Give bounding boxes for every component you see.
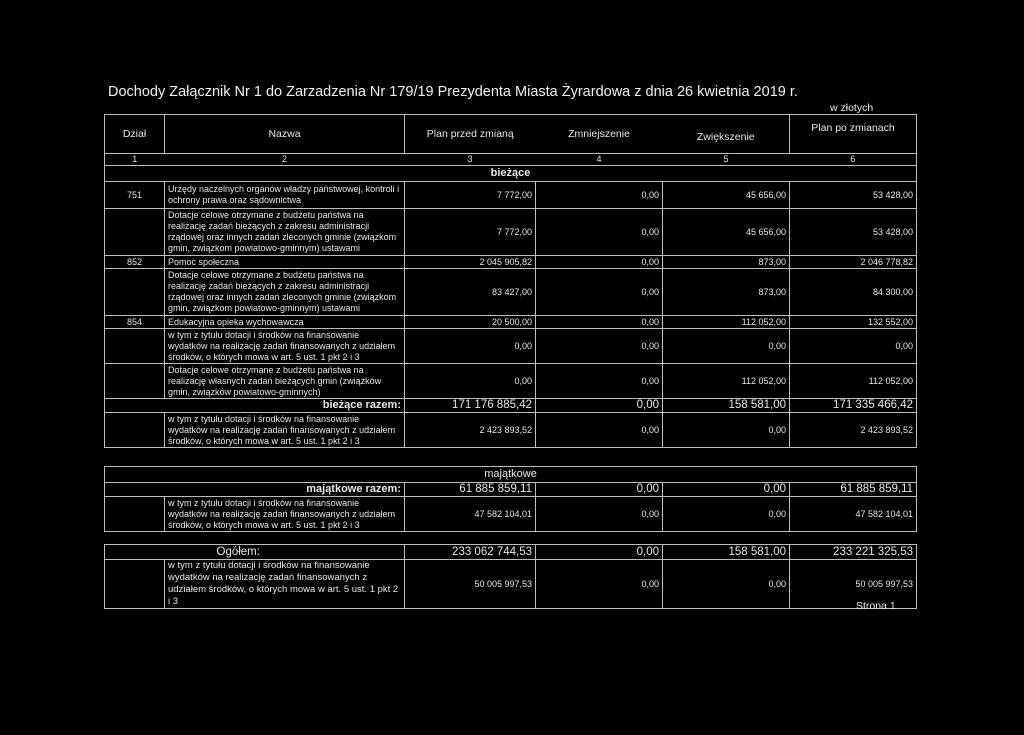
cell-plan-przed: 7 772,00: [405, 209, 536, 256]
cell-zmniejszenie: 0,00: [536, 364, 663, 399]
current-total-sub-row: [105, 413, 917, 448]
grand-total-sub-zwiekszenie: 0,00: [663, 560, 790, 609]
cell-zmniejszenie: 0,00: [536, 269, 663, 316]
cell-nazwa: Pomoc społeczna: [165, 256, 405, 269]
header-row: [105, 115, 917, 154]
cell-zwiekszenie: 112 052,00: [663, 364, 790, 399]
cell-plan-po: 84 300,00: [790, 269, 917, 316]
cell-plan-po: 0,00: [790, 329, 917, 364]
cell-dzial: [105, 209, 165, 256]
cell-nazwa: Dotacje celowe otrzymane z budżetu państwa na realizację własnych zadań bieżących gmin (związków gmin, związków powiatowo-gminnych): [165, 364, 405, 399]
table-row: [105, 364, 917, 399]
grand-total-zwiekszenie: 158 581,00: [663, 545, 790, 560]
table-row: [105, 316, 917, 329]
colnum-2: 2: [165, 154, 405, 166]
cell-zwiekszenie: 45 656,00: [663, 182, 790, 209]
current-total-sub-zwiekszenie: 0,00: [663, 413, 790, 448]
header-plan-po: Plan po zmianach: [790, 115, 917, 154]
cell-zwiekszenie: 112 052,00: [663, 316, 790, 329]
cell-zmniejszenie: 0,00: [536, 329, 663, 364]
header-zmniejszenie: Zmniejszenie: [536, 115, 663, 154]
colnum-4: 4: [536, 154, 663, 166]
cell-zwiekszenie: 45 656,00: [663, 209, 790, 256]
cell-dzial: 751: [105, 182, 165, 209]
column-numbers-row: [105, 154, 917, 166]
empty-cell: [105, 413, 165, 448]
cell-zwiekszenie: 873,00: [663, 256, 790, 269]
cell-plan-przed: 7 772,00: [405, 182, 536, 209]
property-total-plan-po: 61 885 859,11: [790, 483, 917, 497]
property-total-zwiekszenie: 0,00: [663, 483, 790, 497]
grand-total-sub-zmniejszenie: 0,00: [536, 560, 663, 609]
current-total-label: bieżące razem:: [105, 399, 405, 413]
cell-nazwa: Urzędy naczelnych organów władzy państwowej, kontroli i ochrony prawa oraz sądownictwa: [165, 182, 405, 209]
table-row: [105, 182, 917, 209]
grand-total-plan-przed: 233 062 744,53: [405, 545, 536, 560]
empty-cell: [105, 545, 165, 560]
grand-total-zmniejszenie: 0,00: [536, 545, 663, 560]
grand-total-table: [104, 544, 917, 609]
currency-unit-label: w złotych: [830, 102, 874, 114]
grand-total-sub-row: [105, 560, 917, 609]
header-nazwa: Nazwa: [165, 115, 405, 154]
current-total-plan-po: 171 335 466,42: [790, 399, 917, 413]
table-row: [105, 209, 917, 256]
cell-dzial: 854: [105, 316, 165, 329]
cell-nazwa: Dotacje celowe otrzymane z budżetu państwa na realizację zadań bieżących z zakresu administracji rządowej oraz innych zadań zleconych gminie (związkom gmin, związkom powiatowo-gminnym) ustawami: [165, 209, 405, 256]
grand-total-row: [105, 545, 917, 560]
cell-plan-przed: 20 500,00: [405, 316, 536, 329]
current-total-sub-zmniejszenie: 0,00: [536, 413, 663, 448]
grand-total-label: Ogółem:: [165, 545, 405, 560]
grand-total-sub-plan-po: 50 005 997,53: [790, 560, 917, 609]
current-total-zmniejszenie: 0,00: [536, 399, 663, 413]
cell-plan-po: 53 428,00: [790, 209, 917, 256]
property-total-sub-zwiekszenie: 0,00: [663, 497, 790, 532]
cell-plan-po: 112 052,00: [790, 364, 917, 399]
current-total-plan-przed: 171 176 885,42: [405, 399, 536, 413]
property-table: [104, 466, 917, 532]
cell-nazwa: Edukacyjna opieka wychowawcza: [165, 316, 405, 329]
cell-zmniejszenie: 0,00: [536, 182, 663, 209]
colnum-1: 1: [105, 154, 165, 166]
property-total-row: [105, 483, 917, 497]
current-total-sub-plan-po: 2 423 893,52: [790, 413, 917, 448]
current-total-sub-plan-przed: 2 423 893,52: [405, 413, 536, 448]
header-zwiekszenie: Zwiększenie: [663, 115, 790, 154]
header-dzial: Dział: [105, 115, 165, 154]
cell-plan-przed: 0,00: [405, 364, 536, 399]
property-total-label: majątkowe razem:: [105, 483, 405, 497]
cell-dzial: 852: [105, 256, 165, 269]
cell-plan-po: 53 428,00: [790, 182, 917, 209]
cell-zmniejszenie: 0,00: [536, 316, 663, 329]
cell-zwiekszenie: 0,00: [663, 329, 790, 364]
colnum-6: 6: [790, 154, 917, 166]
property-total-sub-row: [105, 497, 917, 532]
header-plan-przed: Plan przed zmianą: [405, 115, 536, 154]
property-total-sub-plan-przed: 47 582 104,01: [405, 497, 536, 532]
main-table: [104, 114, 917, 448]
current-total-row: [105, 399, 917, 413]
property-total-plan-przed: 61 885 859,11: [405, 483, 536, 497]
cell-nazwa: Dotacje celowe otrzymane z budżetu państwa na realizację zadań bieżących z zakresu administracji rządowej oraz innych zadań zleconych gminie (związkom gmin, związkom powiatowo-gminnym) ustawami: [165, 269, 405, 316]
document-title: Dochody Załącznik Nr 1 do Zarzadzenia Nr 179/19 Prezydenta Miasta Żyrardowa z dnia 26 kwietnia 2019 r.: [108, 84, 798, 100]
cell-dzial: [105, 364, 165, 399]
cell-plan-przed: 2 045 905,82: [405, 256, 536, 269]
table-row: [105, 269, 917, 316]
property-total-sub-plan-po: 47 582 104,01: [790, 497, 917, 532]
cell-dzial: [105, 269, 165, 316]
cell-nazwa: w tym z tytułu dotacji i środków na finansowanie wydatków na realizację zadań finansowanych z udziałem środków, o których mowa w art. 5 ust. 1 pkt 2 i 3: [165, 329, 405, 364]
cell-zmniejszenie: 0,00: [536, 209, 663, 256]
cell-zwiekszenie: 873,00: [663, 269, 790, 316]
table-row: [105, 256, 917, 269]
table-row: [105, 329, 917, 364]
cell-dzial: [105, 329, 165, 364]
current-total-zwiekszenie: 158 581,00: [663, 399, 790, 413]
property-total-zmniejszenie: 0,00: [536, 483, 663, 497]
section-current-label: bieżące: [105, 166, 917, 182]
cell-plan-przed: 0,00: [405, 329, 536, 364]
cell-zmniejszenie: 0,00: [536, 256, 663, 269]
colnum-3: 3: [405, 154, 536, 166]
section-row-current: [105, 166, 917, 182]
cell-plan-po: 2 046 778,82: [790, 256, 917, 269]
cell-plan-po: 132 552,00: [790, 316, 917, 329]
empty-cell: [105, 560, 165, 609]
property-total-sub-nazwa: w tym z tytułu dotacji i środków na finansowanie wydatków na realizację zadań finansowanych z udziałem środków, o których mowa w art. 5 ust. 1 pkt 2 i 3: [165, 497, 405, 532]
grand-total-plan-po: 233 221 325,53: [790, 545, 917, 560]
section-property-label: majątkowe: [105, 467, 917, 483]
property-total-sub-zmniejszenie: 0,00: [536, 497, 663, 532]
grand-total-sub-plan-przed: 50 005 997,53: [405, 560, 536, 609]
section-row-property: [105, 467, 917, 483]
empty-cell: [105, 497, 165, 532]
cell-plan-przed: 83 427,00: [405, 269, 536, 316]
grand-total-sub-nazwa: w tym z tytułu dotacji i środków na finansowanie wydatków na realizację zadań finansowanych z udziałem środków, o których mowa w art. 5 ust. 1 pkt 2 i 3: [165, 560, 405, 609]
colnum-5: 5: [663, 154, 790, 166]
current-total-sub-nazwa: w tym z tytułu dotacji i środków na finansowanie wydatków na realizację zadań finansowanych z udziałem środków, o których mowa w art. 5 ust. 1 pkt 2 i 3: [165, 413, 405, 448]
page-number: Strona 1: [856, 600, 896, 612]
